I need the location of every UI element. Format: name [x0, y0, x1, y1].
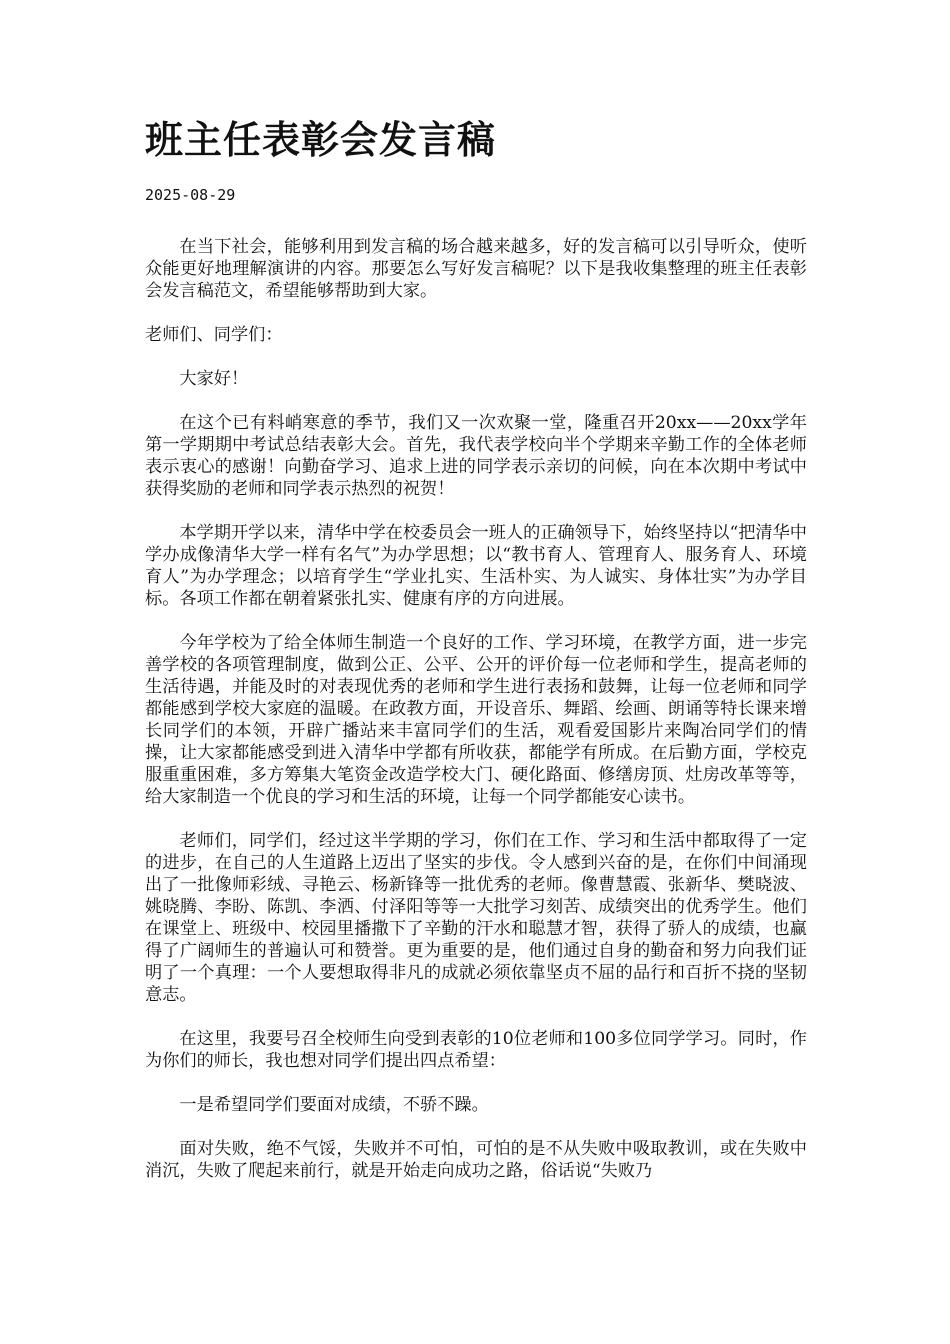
paragraph-salutation: 老师们、同学们：	[145, 325, 283, 345]
paragraph-hope-one: 一是希望同学们要面对成绩，不骄不躁。	[179, 1095, 489, 1115]
paragraph-school-improvements: 今年学校为了给全体师生制造一个良好的工作、学习环境，在教学方面，进一步完善学校的各项管理制度，做到公正、公平、公开的评价每一位老师和学生，提高老师的生活待遇，并能及时的对表现优秀的老师和学生进行表扬和鼓舞，让每一位老师和同学都能感到学校大家庭的温暖。在政教方面，开设音乐、舞蹈、绘画、朗诵等特长课来增长同学们的本领，开辟广播站来丰富同学们的生活，观看爱国影片来陶冶同学们的情操，让大家都能感受到进入清华中学都有所收获，都能学有所成。在后勤方面，学校克服重重困难，多方筹集大笔资金改造学校大门、硬化路面、修缮房顶、灶房改革等等，给大家制造一个优良的学习和生活的环境，让每一个同学都能安心读书。	[145, 633, 807, 807]
paragraph-opening: 在这个已有料峭寒意的季节，我们又一次欢聚一堂，隆重召开20xx——20xx学年第一学期期中考试总结表彰大会。首先，我代表学校向半个学期来辛勤工作的全体老师表示衷心的感谢！向勤奋学习、追求上进的同学表示亲切的问候，向在本次期中考试中获得奖励的老师和同学表示热烈的祝贺！	[145, 413, 807, 499]
paragraph-intro: 在当下社会，能够利用到发言稿的场合越来越多，好的发言稿可以引导听众，使听众能更好地理解演讲的内容。那要怎么写好发言稿呢？以下是我收集整理的班主任表彰会发言稿范文，希望能够帮助到大家。	[145, 237, 807, 301]
paragraph-facing-failure: 面对失败，绝不气馁，失败并不可怕，可怕的是不从失败中吸取教训，或在失败中消沉，失败了爬起来前行，就是开始走向成功之路，俗话说“失败乃	[145, 1139, 807, 1181]
paragraph-greeting: 大家好！	[179, 369, 249, 389]
paragraph-school-philosophy: 本学期开学以来，清华中学在校委员会一班人的正确领导下，始终坚持以“把清华中学办成像清华大学一样有名气”为办学思想；以“教书育人、管理育人、服务育人、环境育人”为办学理念；以培育学生“学业扎实、生活朴实、为人诚实、身体壮实”为办学目标。各项工作都在朝着紧张扎实、健康有序的方向进展。	[145, 523, 807, 609]
document-title: 班主任表彰会发言稿	[145, 117, 497, 162]
paragraph-call-to-learn: 在这里，我要号召全校师生向受到表彰的10位老师和100多位同学学习。同时，作为你们的师长，我也想对同学们提出四点希望：	[145, 1029, 807, 1071]
document-date: 2025-08-29	[145, 186, 236, 204]
paragraph-achievements: 老师们，同学们，经过这半学期的学习，你们在工作、学习和生活中都取得了一定的进步，在自己的人生道路上迈出了坚实的步伐。令人感到兴奋的是，在你们中间涌现出了一批像师彩绒、寻艳云、杨新锋等一批优秀的老师。像曹慧霞、张新华、樊晓波、姚晓腾、李盼、陈凯、李洒、付泽阳等等一大批学习刻苦、成绩突出的优秀学生。他们在课堂上、班级中、校园里播撒下了辛勤的汗水和聪慧才智，获得了骄人的成绩，也赢得了广阔师生的普遍认可和赞誉。更为重要的是，他们通过自身的勤奋和努力向我们证明了一个真理：一个人要想取得非凡的成就必须依靠坚贞不屈的品行和百折不挠的坚韧意志。	[145, 831, 807, 1005]
document-page	[145, 110, 807, 1204]
